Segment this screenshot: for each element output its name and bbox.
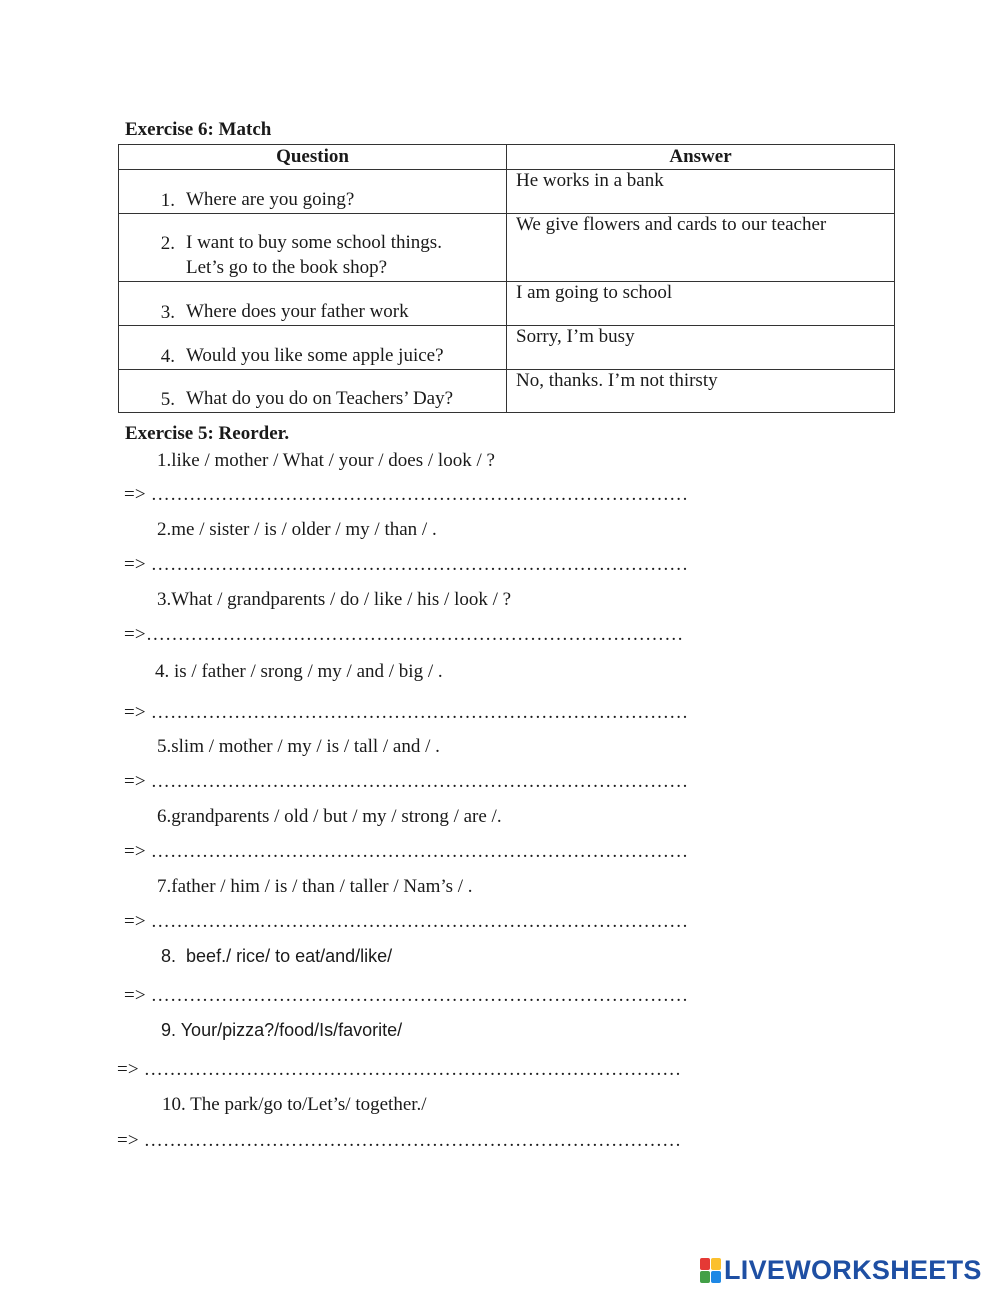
- item-number: 9.: [161, 1020, 177, 1040]
- question-number: 3.: [160, 302, 175, 323]
- answer-cell[interactable]: He works in a bank: [507, 170, 895, 214]
- answer-cell[interactable]: No, thanks. I’m not thirsty: [507, 370, 895, 413]
- question-text: Would you like some apple juice?: [186, 345, 444, 366]
- table-row: [119, 370, 895, 413]
- liveworksheets-logo: [700, 1255, 982, 1286]
- question-cell: [119, 214, 507, 282]
- reorder-item: [157, 806, 502, 828]
- question-number: 1.: [160, 190, 175, 211]
- item-words: me / sister / is / older / my / than / .: [171, 519, 437, 540]
- answer-line[interactable]: => …………………………………………………………………………: [124, 554, 689, 575]
- answer-cell[interactable]: I am going to school: [507, 282, 895, 326]
- item-words: father / him / is / than / taller / Nam’s / .: [171, 876, 473, 897]
- reorder-item: [155, 661, 443, 683]
- item-number: 4.: [155, 661, 170, 682]
- item-words: Your/pizza?/food/Is/favorite/: [180, 1020, 403, 1040]
- answer-line[interactable]: =>…………………………………………………………………………: [124, 624, 684, 645]
- question-cell: [119, 170, 507, 214]
- item-words: What / grandparents / do / like / his / look / ?: [171, 589, 512, 610]
- item-number: 2.: [157, 519, 172, 540]
- question-text: Where does your father work: [186, 301, 409, 322]
- reorder-item: [162, 1094, 427, 1116]
- question-text: [186, 230, 442, 280]
- item-words: like / mother / What / your / does / look / ?: [171, 450, 495, 471]
- reorder-item: [157, 876, 473, 898]
- answer-cell[interactable]: We give flowers and cards to our teacher: [507, 214, 895, 282]
- item-number: 6.: [157, 806, 172, 827]
- reorder-item: [161, 1020, 402, 1041]
- reorder-item: [157, 450, 495, 472]
- item-number: 1.: [157, 450, 172, 471]
- item-number: 3.: [157, 589, 172, 610]
- answer-line[interactable]: => …………………………………………………………………………: [124, 841, 689, 862]
- item-words: slim / mother / my / is / tall / and / .: [171, 736, 440, 757]
- answer-cell[interactable]: Sorry, I’m busy: [507, 326, 895, 370]
- reorder-item: [157, 736, 440, 758]
- item-words: The park/go to/Let’s/ together./: [190, 1094, 427, 1115]
- logo-blocks-icon: [700, 1258, 721, 1283]
- table-row: [119, 170, 895, 214]
- table-row: [119, 326, 895, 370]
- logo-text: LIVEWORKSHEETS: [724, 1255, 982, 1285]
- item-number: 8.: [161, 946, 177, 966]
- answer-header: Answer: [507, 145, 895, 170]
- answer-line[interactable]: => …………………………………………………………………………: [124, 702, 689, 723]
- reorder-item: [161, 946, 392, 967]
- question-cell: [119, 282, 507, 326]
- item-number: 5.: [157, 736, 172, 757]
- item-number: 10.: [162, 1094, 186, 1115]
- question-text: What do you do on Teachers’ Day?: [186, 388, 454, 409]
- question-number: 5.: [160, 389, 175, 410]
- reorder-item: [157, 589, 511, 611]
- answer-line[interactable]: => …………………………………………………………………………: [117, 1059, 682, 1080]
- table-row: [119, 282, 895, 326]
- match-table: [118, 144, 895, 413]
- reorder-item: [157, 519, 437, 541]
- item-words: grandparents / old / but / my / strong / are /.: [171, 806, 502, 827]
- exercise-5-title: Exercise 5: Reorder.: [125, 423, 290, 444]
- answer-line[interactable]: => …………………………………………………………………………: [124, 985, 689, 1006]
- exercise-6-title: Exercise 6: Match: [125, 119, 272, 140]
- question-cell: [119, 370, 507, 413]
- answer-line[interactable]: => …………………………………………………………………………: [117, 1130, 682, 1151]
- question-line: Let’s go to the book shop?: [186, 257, 388, 278]
- item-words: beef./ rice/ to eat/and/like/: [186, 946, 393, 966]
- question-cell: [119, 326, 507, 370]
- question-number: 2.: [160, 233, 175, 254]
- answer-line[interactable]: => …………………………………………………………………………: [124, 771, 689, 792]
- answer-line[interactable]: => …………………………………………………………………………: [124, 911, 689, 932]
- item-number: 7.: [157, 876, 172, 897]
- question-text: Where are you going?: [186, 189, 355, 210]
- question-number: 4.: [160, 346, 175, 367]
- answer-line[interactable]: => …………………………………………………………………………: [124, 484, 689, 505]
- question-header: Question: [119, 145, 507, 170]
- table-row: [119, 214, 895, 282]
- question-line: I want to buy some school things.: [186, 232, 442, 253]
- item-words: is / father / srong / my / and / big / .: [174, 661, 443, 682]
